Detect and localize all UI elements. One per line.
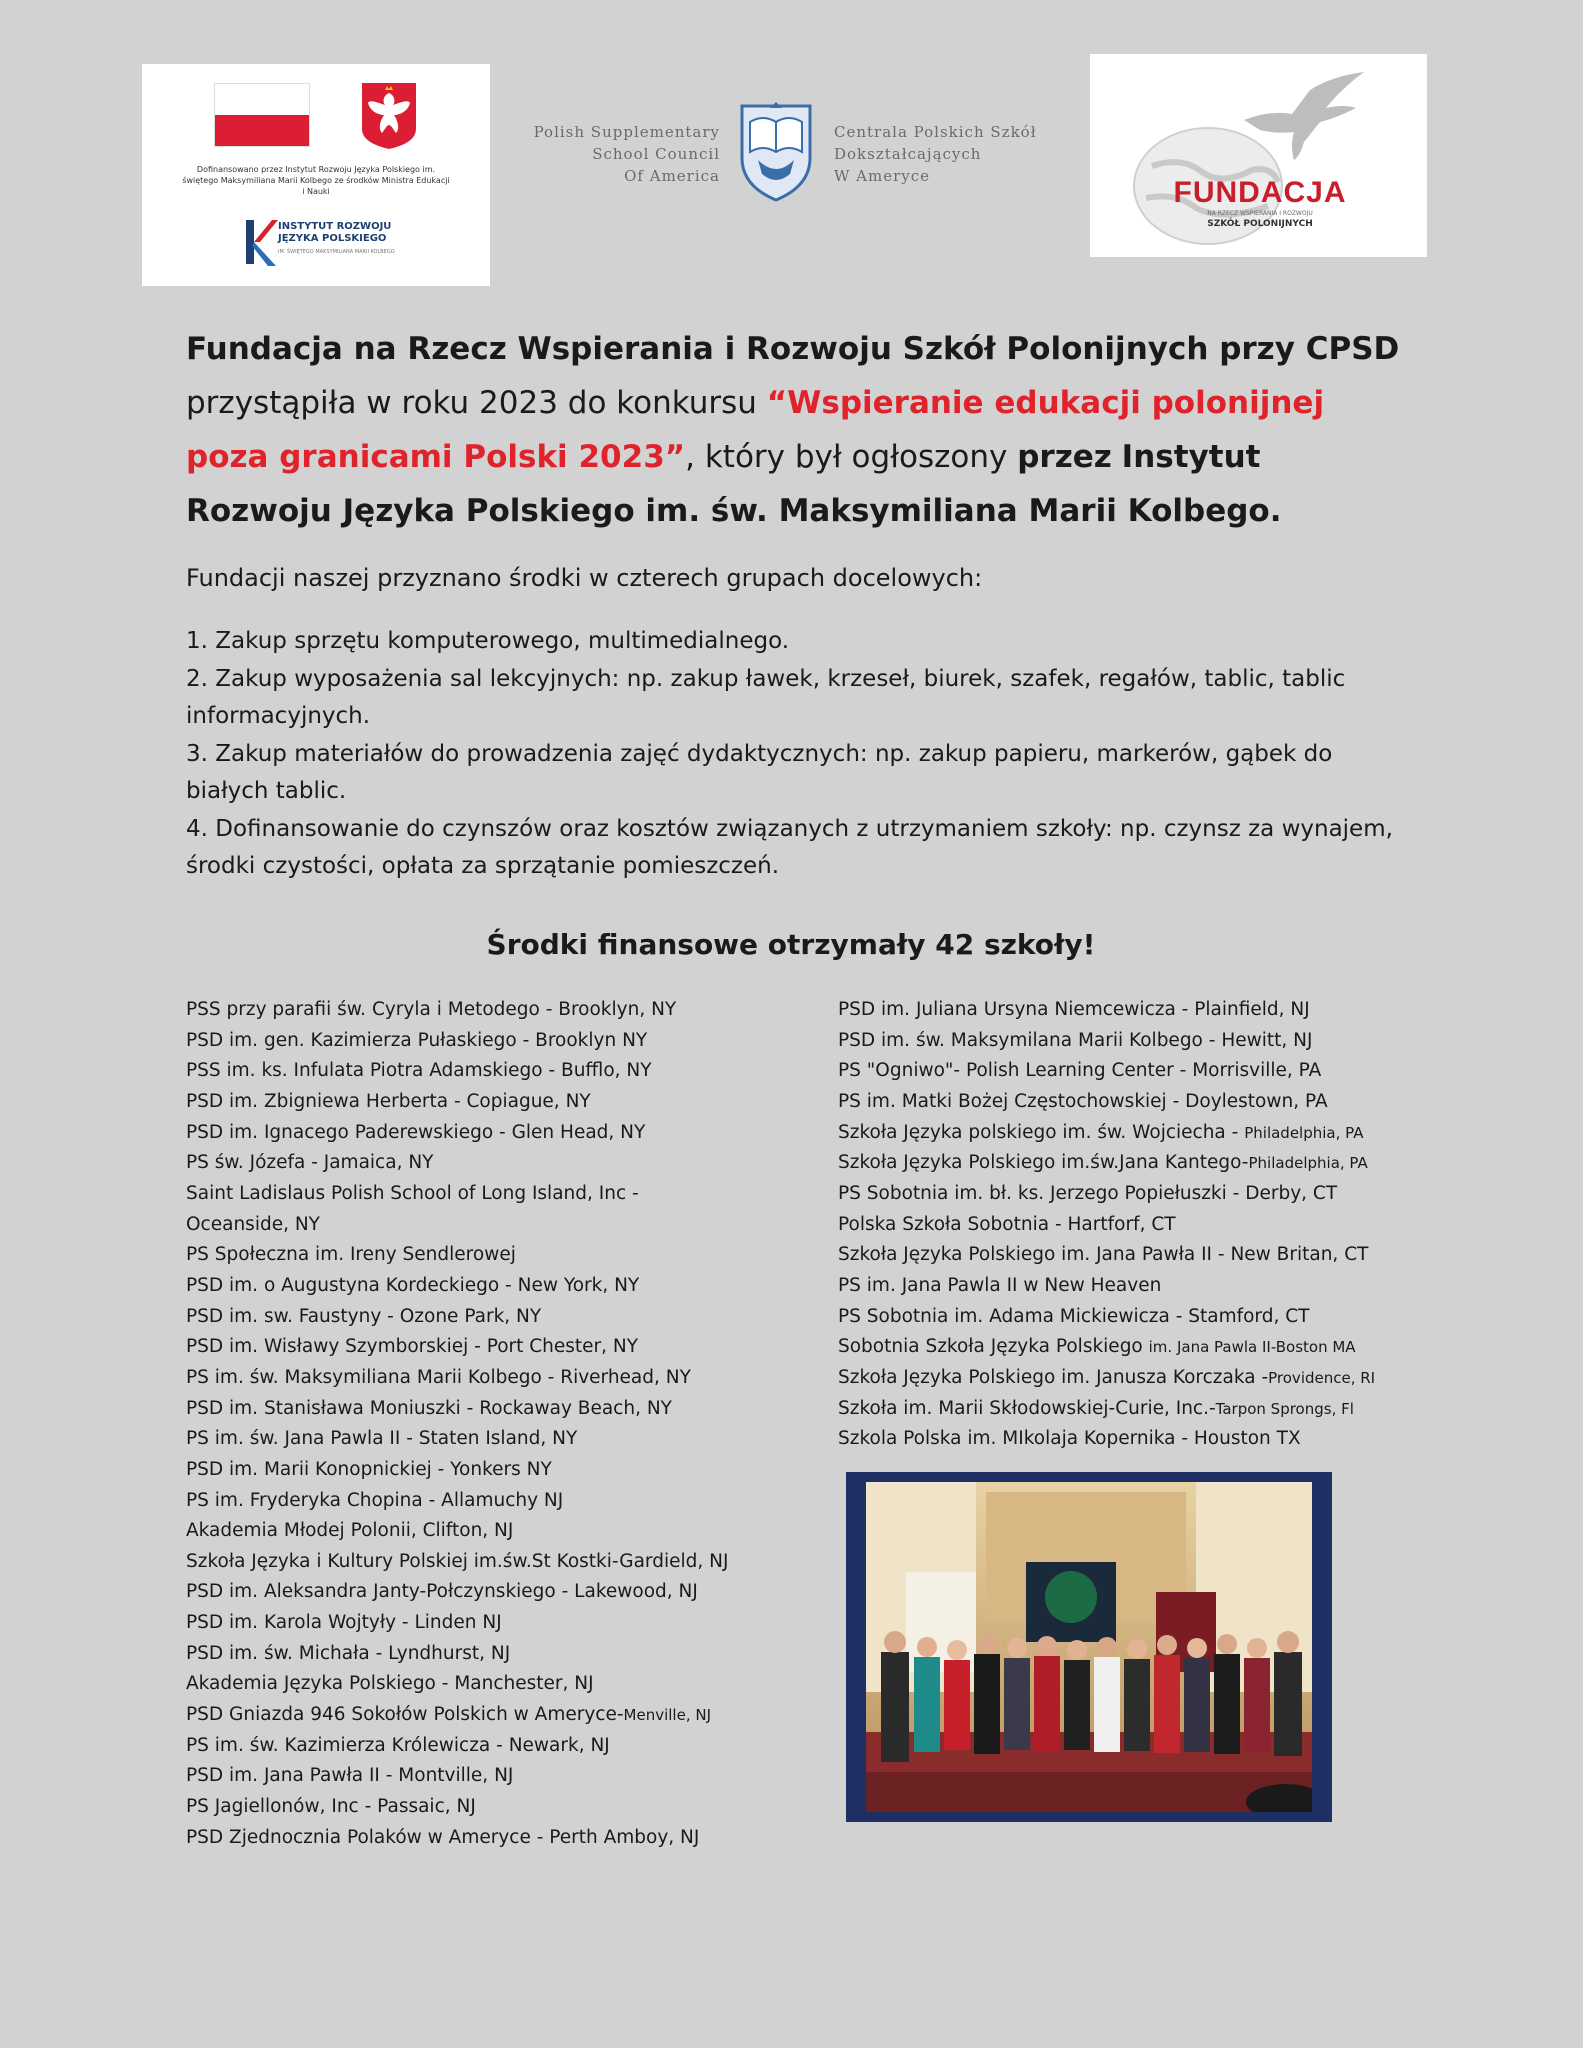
irjp-logo-subtext: IM. ŚWIĘTEGO MAKSYMILIANA MARII KOLBEGO [278, 249, 395, 255]
list-item: Saint Ladislaus Polish School of Long Island, Inc - Oceanside, NY [186, 1182, 639, 1235]
list-item: Szkoła Języka Polskiego im.św.Jana Kantego-Philadelphia, PA [838, 1152, 1368, 1174]
fundacja-title: FUNDACJA [1173, 176, 1347, 209]
list-item: Szkoła Języka i Kultury Polskiej im.św.St Kostki-Gardield, NJ [186, 1550, 729, 1572]
list-item: PS Sobotnia im. Adama Mickiewicza - Stamford, CT [838, 1305, 1310, 1327]
list-item: PSD im. św. Michała - Lyndhurst, NJ [186, 1642, 511, 1664]
council-book-emblem-icon [736, 100, 816, 202]
polish-flag-icon [214, 83, 310, 147]
schools-list-left [186, 995, 746, 1853]
institute-name: Instytut Rozwoju Języka Polskiego im. św. Maksymiliana Marii Kolbego. [186, 439, 1282, 529]
announced-text: , który był ogłoszony [685, 439, 1008, 475]
by-text: przez [1017, 439, 1112, 475]
list-item: PSD im. Juliana Ursyna Niemcewicza - Plainfield, NJ [838, 999, 1310, 1020]
list-item: PS św. Józefa - Jamaica, NY [186, 1152, 434, 1174]
list-item: Szkoła Języka Polskiego im. Jana Pawła II - New Britan, CT [838, 1244, 1369, 1266]
list-item: PSD im. Aleksandra Janty-Połczynskiego - Lakewood, NJ [186, 1581, 698, 1603]
funding-lead: Fundacji naszej przyznano środki w czterech grupach docelowych: [186, 564, 983, 592]
list-item: PS im. św. Maksymiliana Marii Kolbego - Riverhead, NY [186, 1366, 691, 1388]
list-item: PS im. Jana Pawla II w New Heaven [838, 1274, 1162, 1296]
list-item: PS im. Matki Bożej Częstochowskiej - Doylestown, PA [838, 1090, 1328, 1112]
list-item: PSS przy parafii św. Cyryla i Metodego - Brooklyn, NY [186, 999, 677, 1020]
list-item: PS im. św. Kazimierza Królewicza - Newark, NJ [186, 1734, 610, 1756]
sponsor-note: Dofinansowano przez Instytut Rozwoju Języka Polskiego im. świętego Maksymiliana Marii Kolbego ze środków Ministra Edukacji i Nauki [182, 165, 450, 196]
irjp-logo-text: INSTYTUT ROZWOJU JĘZYKA POLSKIEGO [278, 221, 392, 244]
list-item: PSD im. Marii Konopnickiej - Yonkers NY [186, 1458, 552, 1480]
fundacja-subtitle-bold: SZKÓŁ POLONIJNYCH [1207, 219, 1313, 229]
schools-heading: Środki finansowe otrzymały 42 szkoły! [486, 928, 1096, 961]
goal-item: 1. Zakup sprzętu komputerowego, multimedialnego. [186, 628, 790, 654]
list-item: Szkola Polska im. MIkolaja Kopernika - Houston TX [838, 1428, 1301, 1450]
list-item: PSD im. Jana Pawła II - Montville, NJ [186, 1765, 514, 1787]
list-item: Szkoła Języka Polskiego im. Janusza Korczaka -Providence, RI [838, 1366, 1376, 1388]
list-item: PSD im. Karola Wojtyły - Linden NJ [186, 1612, 502, 1634]
fundacja-logo-block [1090, 54, 1427, 257]
list-item: PS im. Fryderyka Chopina - Allamuchy NJ [186, 1489, 564, 1511]
funding-goals-list [186, 623, 1401, 886]
schools-list-right [838, 995, 1418, 1455]
polish-eagle-emblem-icon [360, 81, 418, 151]
fundacja-subtitle: NA RZECZ WSPIERANIA I ROZWOJU [1207, 210, 1313, 217]
list-item: PSD Zjednocznia Polaków w Ameryce - Perth Amboy, NJ [186, 1826, 700, 1848]
goal-item: 4. Dofinansowanie do czynszów oraz kosztów związanych z utrzymaniem szkoły: np. czynsz za wynajem, środki czystości, opłata za sprzątanie pomieszczeń. [186, 815, 1393, 879]
list-item: PS Społeczna im. Ireny Sendlerowej [186, 1244, 516, 1266]
list-item: PSD im. gen. Kazimierza Pułaskiego - Brooklyn NY [186, 1029, 648, 1051]
list-item: PSD im. o Augustyna Kordeckiego - New York, NY [186, 1274, 640, 1296]
list-item: Szkoła Języka polskiego im. św. Wojciecha - Philadelphia, PA [838, 1121, 1364, 1143]
council-name-english: Polish Supplementary School Council Of America [533, 123, 720, 185]
group-photo-image [866, 1482, 1312, 1812]
list-item: Sobotnia Szkoła Języka Polskiego im. Jana Pawla II-Boston MA [838, 1336, 1356, 1358]
irjp-sponsor-logo-block [142, 64, 490, 286]
list-item: PSD im. Wisławy Szymborskiej - Port Chester, NY [186, 1336, 639, 1358]
contest-name: “Wspieranie edukacji polonijnej poza granicami Polski 2023” [186, 385, 1325, 475]
list-item: PSD Gniazda 946 Sokołów Polskich w Ameryce-Menville, NJ [186, 1704, 711, 1726]
irjp-k-logo-icon [242, 216, 278, 268]
intro-paragraph [186, 322, 1401, 538]
list-item: PSD im. św. Maksymilana Marii Kolbego - Hewitt, NJ [838, 1029, 1313, 1051]
goal-item: 3. Zakup materiałów do prowadzenia zajęć dydaktycznych: np. zakup papieru, markerów, gąbek do białych tablic. [186, 740, 1333, 804]
joined-text: przystąpiła w roku 2023 do konkursu [186, 385, 757, 421]
list-item: PSD im. Stanisława Moniuszki - Rockaway Beach, NY [186, 1397, 672, 1419]
list-item: PSD im. Ignacego Paderewskiego - Glen Head, NY [186, 1121, 646, 1143]
list-item: PSD im. sw. Faustyny - Ozone Park, NY [186, 1305, 542, 1327]
list-item: PS im. św. Jana Pawla II - Staten Island, NY [186, 1428, 578, 1450]
list-item: Akademia Języka Polskiego - Manchester, NJ [186, 1673, 594, 1695]
list-item: Polska Szkoła Sobotnia - Hartforf, CT [838, 1213, 1176, 1235]
list-item: PS "Ogniwo"- Polish Learning Center - Morrisville, PA [838, 1060, 1322, 1082]
list-item: PSS im. ks. Infulata Piotra Adamskiego - Bufflo, NY [186, 1060, 652, 1082]
list-item: PS Sobotnia im. bł. ks. Jerzego Popiełuszki - Derby, CT [838, 1182, 1338, 1204]
goal-item: 2. Zakup wyposażenia sal lekcyjnych: np. zakup ławek, krzeseł, biurek, szafek, regałów, tablic, tablic informacyjnych. [186, 665, 1346, 729]
organization-name: Fundacja na Rzecz Wspierania i Rozwoju Szkół Polonijnych przy CPSD [186, 331, 1400, 367]
council-name-polish: Centrala Polskich Szkół Dokształcających W Ameryce [834, 123, 1037, 185]
list-item: Akademia Młodej Polonii, Clifton, NJ [186, 1520, 514, 1542]
eagle-bird-icon [1240, 70, 1368, 162]
list-item: PSD im. Zbigniewa Herberta - Copiague, NY [186, 1090, 591, 1112]
list-item: Szkoła im. Marii Skłodowskiej-Curie, Inc.-Tarpon Sprongs, Fl [838, 1397, 1354, 1419]
group-photo [846, 1472, 1332, 1822]
list-item: PS Jagiellonów, Inc - Passaic, NJ [186, 1796, 476, 1818]
